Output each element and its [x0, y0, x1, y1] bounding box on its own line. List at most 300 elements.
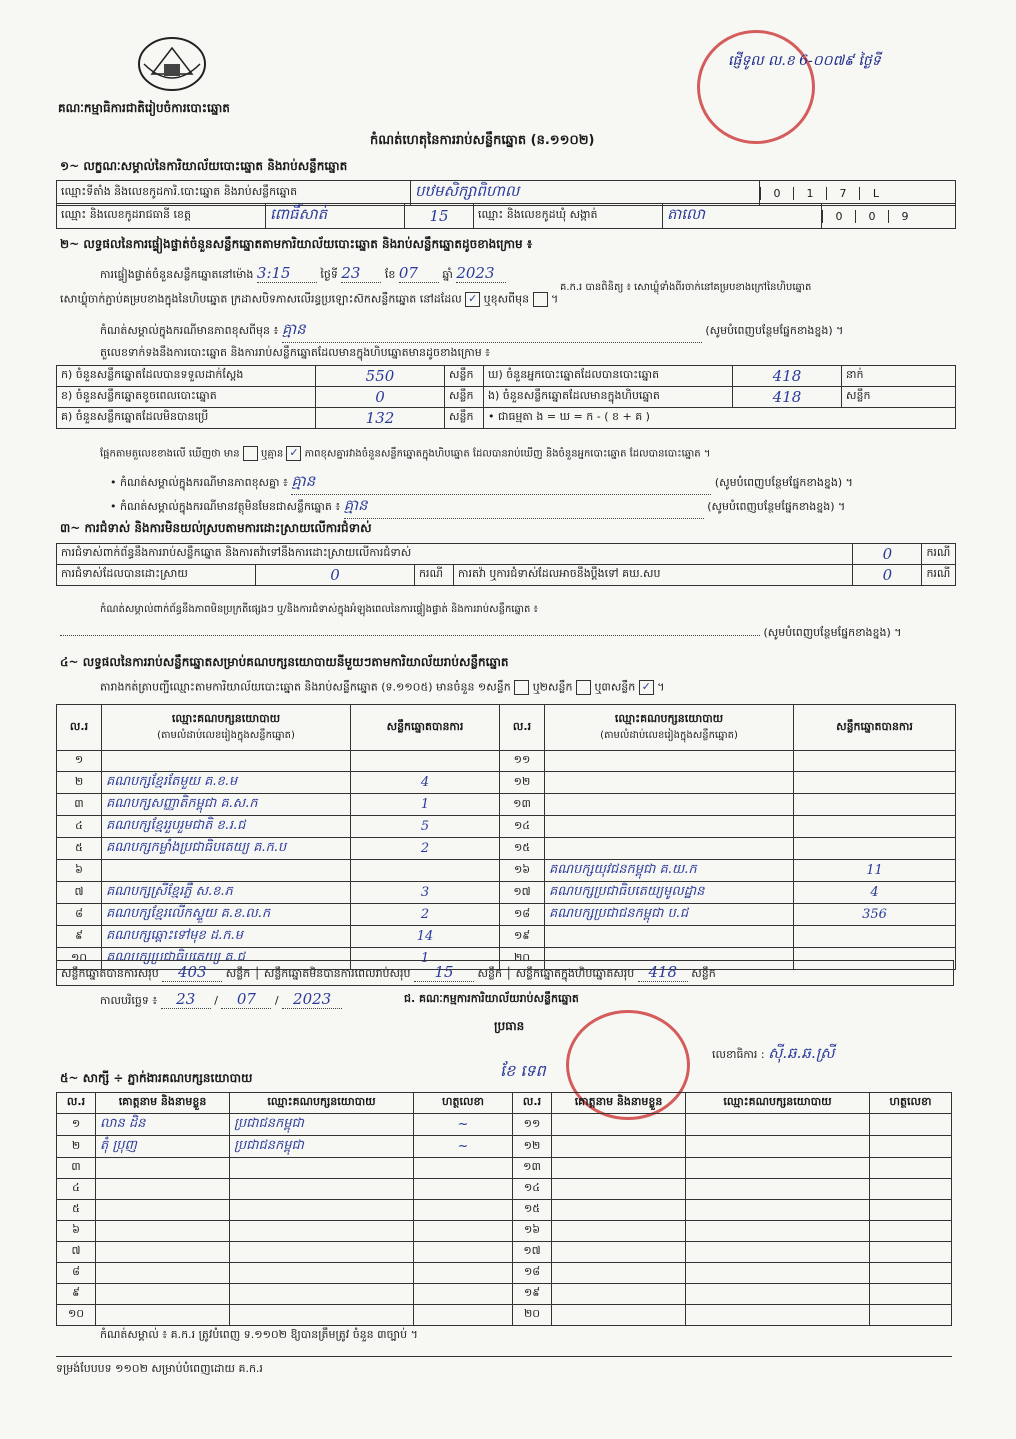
results-table — [56, 365, 956, 429]
verify-year: 2023 — [456, 264, 506, 283]
w-col-name: គោត្តនាម និងនាមខ្លួន — [552, 1093, 686, 1114]
witness-name — [96, 1200, 230, 1221]
row-no: ៤ — [57, 816, 102, 838]
party-name: គណបក្សឆ្ពោះទៅមុខ ដ.ក.ម — [102, 926, 351, 948]
witness-party — [686, 1242, 870, 1263]
witness-signature — [870, 1114, 952, 1136]
witness-name — [552, 1242, 686, 1263]
b-label: ខ) ចំនួនសន្លឹកឆ្នោតខូចពេលបោះឆ្នោត — [57, 387, 316, 408]
w-col-sign: ហត្ថលេខា — [870, 1093, 952, 1114]
seal-changed-label: ឬខុសពីមុន — [483, 292, 530, 306]
witness-party — [230, 1284, 414, 1305]
location-value: បឋមសិក្សាពិហាល — [411, 181, 760, 206]
row-no: ២០ — [513, 1305, 552, 1326]
col-party-sub: (តាមលំដាប់លេខរៀងក្នុងសន្លឹកឆ្នោត) — [157, 730, 295, 741]
chair-signature: ខែ ទេព — [500, 1061, 546, 1080]
secretary-label: លេខាធិការ — [712, 1048, 758, 1061]
party-name: គណបក្សខ្មែរតែមួយ គ.ខ.ម — [102, 772, 351, 794]
date-month: 07 — [221, 990, 271, 1009]
witness-party — [230, 1242, 414, 1263]
row-no: ១៨ — [500, 904, 545, 926]
section3-title: ៣~ ការជំទាស់ និងការមិនយល់ស្របតាមការដោះស្រាយលើការជំទាស់ — [60, 521, 372, 535]
verify-time: 3:15 — [257, 264, 317, 283]
witness-signature — [870, 1242, 952, 1263]
witness-party — [686, 1221, 870, 1242]
diff-note-label: • កំណត់សម្គាល់ក្នុងករណីមានភាពខុសគ្នា ៖ — [110, 476, 288, 489]
row-no: ៦ — [57, 1221, 96, 1242]
witness-signature — [870, 1305, 952, 1326]
appeal-unit: ករណី — [922, 565, 956, 586]
col-no: ល.រ — [500, 705, 545, 751]
witness-party: ប្រជាជនកម្ពុជា — [230, 1114, 414, 1136]
secretary-line: លេខាធិការ : ស៊ី.ឆ.ឆ.ស្រី — [712, 1044, 835, 1062]
row-no: ៨ — [57, 1263, 96, 1284]
row-no: ១៧ — [513, 1242, 552, 1263]
witness-party — [686, 1263, 870, 1284]
secretary-signature: ស៊ី.ឆ.ឆ.ស្រី — [768, 1044, 835, 1062]
witness-signature — [870, 1179, 952, 1200]
section1-title: ១~ លក្ខណៈសម្គាល់នៃការិយាល័យបោះឆ្នោត និងរាប់សន្លឹកឆ្នោត — [60, 159, 348, 173]
party-name: គណបក្សប្រជាជនកម្ពុជា ប.ជ — [545, 904, 794, 926]
section4-title: ៤~ លទ្ធផលនៃការរាប់សន្លឹកឆ្នោតសម្រាប់គណបក្សនយោបាយនីមួយៗតាមការិយាល័យរាប់សន្លឹកឆ្នោត — [60, 655, 509, 669]
month-label: ខែ — [384, 268, 396, 281]
row-no: ១២ — [500, 772, 545, 794]
total-box-unit: សន្លឹក — [691, 967, 716, 980]
witness-name: លាន ដិន — [96, 1114, 230, 1136]
a-value: 550 — [316, 366, 445, 387]
official-stamp — [697, 30, 815, 144]
seal-text: សោឃ្លុំចាក់ភ្ជាប់គម្របខាងក្នុងនៃហិបឆ្នោត ក្រដាសបិទភាសលើរន្ធប្រឡោះស៊កសន្លឹកឆ្នោត នៅដដែល — [60, 292, 462, 306]
date-day: 23 — [161, 990, 211, 1009]
sheets-2-label: ឬ២សន្លឹក — [532, 680, 573, 694]
total-invalid-unit: សន្លឹក — [477, 967, 502, 980]
party-name — [102, 860, 351, 882]
witness-signature — [870, 1136, 952, 1158]
row-no: ១ — [57, 751, 102, 772]
party-name — [545, 838, 794, 860]
note-line — [100, 320, 960, 343]
no-diff-checkbox[interactable]: ✓ — [286, 446, 301, 461]
witness-party — [230, 1200, 414, 1221]
sheets-1-checkbox[interactable] — [514, 680, 529, 695]
row-no: ១២ — [513, 1136, 552, 1158]
resolved-unit: ករណី — [415, 565, 454, 586]
fill-hint: (សូមបំពេញបន្ថែមផ្នែកខាងខ្នង) ។ — [763, 626, 902, 639]
date-line: កាលបរិច្ឆេទ ៖ 23 / 07 / 2023 — [100, 990, 342, 1010]
witness-party — [686, 1158, 870, 1179]
witness-signature — [414, 1179, 513, 1200]
formula: • ជាធម្មតា ង = ឃ = ក - ( ខ + គ ) — [484, 408, 956, 429]
witness-party — [230, 1263, 414, 1284]
stamp-handwriting: ផ្ញើទូល ល.ខ 6-០០៧៩ ថ្ងៃទី — [728, 53, 881, 69]
committee-name: គណៈកម្មាធិការជាតិរៀបចំការបោះឆ្នោត — [58, 101, 230, 115]
total-valid-unit: សន្លឹក — [225, 967, 251, 980]
w-col-party: ឈ្មោះគណបក្សនយោបាយ — [686, 1093, 870, 1114]
compare-text3: ភាពខុសគ្នារវាងចំនួនសន្លឹកឆ្នោតក្នុងហិបឆ្នោត ដែលបានរាប់ឃើញ និងចំនួនអ្នកបោះឆ្នោត ដែលបានបោះឆ្នោត ។ — [304, 448, 711, 460]
form-title: កំណត់ហេតុនៃការរាប់សន្លឹកឆ្នោត (ន.១១០២) — [370, 133, 595, 148]
diff-note-value: គ្មាន — [291, 472, 711, 495]
row-no: ៥ — [57, 1200, 96, 1221]
appeal-label: ការតវ៉ា ឬការជំទាស់ដែលអាចនឹងប្ដឹងទៅ គឃ.សប — [454, 565, 853, 586]
sheets-3-label: ឬ៣សន្លឹក — [594, 680, 636, 694]
party-row — [57, 838, 956, 860]
party-row — [57, 794, 956, 816]
resolved-value: 0 — [256, 565, 415, 586]
invalid-note-line — [110, 496, 960, 519]
witness-signature: ~ — [414, 1114, 513, 1136]
witness-row — [57, 1221, 952, 1242]
e-label: ង) ចំនួនសន្លឹកឆ្នោតដែលមានក្នុងហិបឆ្នោត — [484, 387, 733, 408]
footer-text: ទម្រង់បែបបទ ១១០២ សម្រាប់បំពេញដោយ គ.ក.រ — [56, 1362, 263, 1375]
party-name — [545, 926, 794, 948]
row-no: ១០ — [57, 948, 102, 970]
witness-name — [552, 1305, 686, 1326]
location-code — [760, 181, 956, 206]
witness-name — [96, 1221, 230, 1242]
witness-name — [552, 1263, 686, 1284]
party-row — [57, 882, 956, 904]
party-votes: 4 — [794, 882, 956, 904]
has-diff-checkbox[interactable] — [243, 446, 258, 461]
witness-party — [230, 1179, 414, 1200]
party-votes — [794, 926, 956, 948]
party-name: គណបក្សស្រីខ្មែរភ្លឺ ស.ខ.ភ — [102, 882, 351, 904]
witness-party — [686, 1114, 870, 1136]
party-row — [57, 772, 956, 794]
witness-signature: ~ — [414, 1136, 513, 1158]
e-value: 418 — [733, 387, 842, 408]
fill-hint: (សូមបំពេញបន្ថែមផ្នែកខាងខ្នង) ។ — [707, 500, 846, 513]
province-code: 15 — [405, 204, 474, 229]
section2-title: ២~ លទ្ធផលនៃការផ្ទៀងផ្ទាត់ចំនួនសន្លឹកឆ្នោតតាមការិយាល័យបោះឆ្នោត និងរាប់សន្លឹកឆ្នោតដូចខាងក្រោម ៖ — [60, 237, 533, 251]
year-label: ឆ្នាំ — [442, 268, 453, 281]
location-label: ឈ្មោះទីតាំង និងលេខកូដការិ.បោះឆ្នោត និងរាប់សន្លឹកឆ្នោត — [57, 181, 411, 206]
witness-signature — [870, 1263, 952, 1284]
witness-signature — [414, 1242, 513, 1263]
party-votes: 356 — [794, 904, 956, 926]
diff-note-line — [110, 472, 960, 495]
invalid-note-value: គ្មាន — [344, 496, 704, 519]
verify-line — [100, 264, 960, 284]
witness-row — [57, 1284, 952, 1305]
party-votes — [351, 860, 500, 882]
party-name: គណបក្សប្រជាធិបតេយ្យ គ.ជ — [102, 948, 351, 970]
witness-signature — [414, 1263, 513, 1284]
row-no: ៥ — [57, 838, 102, 860]
code-digit: 0 — [855, 210, 888, 223]
witness-name — [552, 1284, 686, 1305]
section3-note-dots — [60, 635, 760, 636]
sheets-3-checkbox[interactable]: ✓ — [639, 680, 654, 695]
row-no: ៩ — [57, 1284, 96, 1305]
note-value: គ្មាន — [282, 320, 702, 343]
witness-party — [686, 1200, 870, 1221]
appeal-value: 0 — [853, 565, 922, 586]
party-row — [57, 860, 956, 882]
witness-party — [686, 1284, 870, 1305]
witness-row — [57, 1114, 952, 1136]
total-valid: 403 — [162, 963, 222, 982]
a-label: ក) ចំនួនសន្លឹកឆ្នោតដែលបានទទួលដាក់ស្ដែង — [57, 366, 316, 387]
b-unit: សន្លឹក — [445, 387, 484, 408]
w-col-party: ឈ្មោះគណបក្សនយោបាយ — [230, 1093, 414, 1114]
witness-row — [57, 1179, 952, 1200]
row-no: ១៩ — [500, 926, 545, 948]
b-value: 0 — [316, 387, 445, 408]
row-no: ១៧ — [500, 882, 545, 904]
chair-label: ប្រធាន — [494, 1019, 525, 1033]
row-no: ៧ — [57, 1242, 96, 1263]
invalid-note-label: • កំណត់សម្គាល់ក្នុងករណីមានវត្ថុមិនមែនជាសន្លឹកឆ្នោត ៖ — [110, 500, 341, 513]
witness-party — [230, 1158, 414, 1179]
code-digit: 1 — [793, 187, 826, 200]
total-box: 418 — [638, 963, 688, 982]
party-name: គណបក្សប្រជាធិបតេយ្យមូលដ្ឋាន — [545, 882, 794, 904]
row-no: ៣ — [57, 1158, 96, 1179]
party-name — [545, 751, 794, 772]
col-party-title: ឈ្មោះគណបក្សនយោបាយ — [171, 712, 281, 725]
row-no: ១៦ — [500, 860, 545, 882]
sheets-text: តារាងកត់ត្រាបញ្ជីឈ្មោះតាមការិយាល័យបោះឆ្នោត និងរាប់សន្លឹកឆ្នោត (ទ.១១០៥) មានចំនួន ១សន្លឹក — [100, 680, 511, 694]
row-no: ១០ — [57, 1305, 96, 1326]
witness-name: តុំ ប្រុញ — [96, 1136, 230, 1158]
witness-party: ប្រជាជនកម្ពុជា — [230, 1136, 414, 1158]
compare-text: ផ្អែកតាមតួលេខខាងលើ ឃើញថា មាន — [100, 448, 240, 460]
sheets-line: តារាងកត់ត្រាបញ្ជីឈ្មោះតាមការិយាល័យបោះឆ្នោត និងរាប់សន្លឹកឆ្នោត (ទ.១១០៥) មានចំនួន ១សន្លឹក ឬ២សន្លឹក ឬ៣សន្លឹក ✓ ។ — [100, 680, 665, 694]
compare-line — [100, 446, 960, 462]
w-col-no: ល.រ — [513, 1093, 552, 1114]
commune-value: តាលោ — [663, 204, 822, 229]
witness-row — [57, 1263, 952, 1284]
witness-party — [686, 1179, 870, 1200]
code-digit: L — [859, 187, 892, 200]
party-name: គណបក្សខ្មែរលើកស្ទួយ គ.ខ.ល.ក — [102, 904, 351, 926]
witness-table — [56, 1092, 952, 1326]
totals-line: សន្លឹកឆ្នោតបានការសរុប 403 សន្លឹក │ សន្លឹកឆ្នោតមិនបានការពេលរាប់សរុប 15 សន្លឹក │ សន្លឹកឆ្នោតក្នុងហិបឆ្នោតសរុប 418 សន្លឹក — [56, 960, 954, 986]
date-year: 2023 — [282, 990, 342, 1009]
row-no: ៧ — [57, 882, 102, 904]
row-no: ១៦ — [513, 1221, 552, 1242]
row-no: ១១ — [513, 1114, 552, 1136]
d-label: ឃ) ចំនួនអ្នកបោះឆ្នោតដែលបានបោះឆ្នោត — [484, 366, 733, 387]
objection-value: 0 — [853, 544, 922, 565]
code-digit: 0 — [760, 187, 793, 200]
row-no: ១៤ — [513, 1179, 552, 1200]
row-no: ១៨ — [513, 1263, 552, 1284]
section3-note-line — [60, 626, 960, 642]
section3-note: កំណត់សម្គាល់ពាក់ព័ន្ធនឹងភាពមិនប្រក្រតីផ្សេងៗ ឬ/និងការជំទាស់ក្នុងអំឡុងពេលនៃការផ្ទៀងផ្ទាត់ និងការរាប់សន្លឹកឆ្នោត ៖ — [100, 604, 538, 615]
total-valid-label: សន្លឹកឆ្នោតបានការសរុប — [61, 967, 159, 980]
party-name — [545, 816, 794, 838]
commune-label: ឈ្មោះ និងលេខកូដឃុំ សង្កាត់ — [474, 204, 663, 229]
total-invalid: 15 — [414, 963, 474, 982]
party-row — [57, 926, 956, 948]
party-votes — [794, 816, 956, 838]
witness-row — [57, 1136, 952, 1158]
row-no: ១៩ — [513, 1284, 552, 1305]
seal-changed-checkbox[interactable] — [533, 292, 548, 307]
nec-logo — [136, 34, 208, 94]
witness-name — [96, 1158, 230, 1179]
party-name: គណបក្សយុវជនកម្ពុជា គ.យ.ក — [545, 860, 794, 882]
c-value: 132 — [316, 408, 445, 429]
d-unit: នាក់ — [842, 366, 956, 387]
c-label: គ) ចំនួនសន្លឹកឆ្នោតដែលមិនបានប្រើ — [57, 408, 316, 429]
row-no: ១ — [57, 1114, 96, 1136]
row-no: ៤ — [57, 1179, 96, 1200]
party-votes: 2 — [351, 904, 500, 926]
row-no: ១៥ — [513, 1200, 552, 1221]
row-no: ៣ — [57, 794, 102, 816]
section5-title: ៥~ សាក្សី ÷ ភ្នាក់ងារគណបក្សនយោបាយ — [60, 1071, 253, 1085]
witness-name — [552, 1200, 686, 1221]
province-label: ឈ្មោះ និងលេខកូដរាជធានី ខេត្ត — [57, 204, 266, 229]
party-votes — [794, 838, 956, 860]
witness-signature — [870, 1200, 952, 1221]
party-name — [545, 794, 794, 816]
col-no: ល.រ — [57, 705, 102, 751]
footer-divider — [56, 1356, 952, 1357]
party-row — [57, 751, 956, 772]
row-no: ៦ — [57, 860, 102, 882]
verify-text: ការផ្ទៀងផ្ទាត់ចំនួនសន្លឹកឆ្នោតនៅម៉ោង — [100, 268, 254, 281]
row-no: ១៥ — [500, 838, 545, 860]
verify-line-2: គ.ក.រ បានពិនិត្យ ៖ សោឃ្លុំទាំងពីរចាក់នៅគម្របខាងក្រៅនៃហិបឆ្នោត — [560, 282, 812, 293]
party-votes: 2 — [351, 838, 500, 860]
code-digit: 9 — [888, 210, 921, 223]
witness-name — [96, 1179, 230, 1200]
sheets-2-checkbox[interactable] — [576, 680, 591, 695]
resolved-label: ការជំទាស់ដែលបានដោះស្រាយ — [57, 565, 256, 586]
party-name: គណបក្សខ្មែររួបរួមជាតិ ខ.រ.ជ — [102, 816, 351, 838]
verify-month: 07 — [399, 264, 439, 283]
c-unit: សន្លឹក — [445, 408, 484, 429]
verify-day: 23 — [341, 264, 381, 283]
col-party — [102, 705, 351, 751]
day-label: ថ្ងៃទី — [320, 268, 338, 281]
witness-name — [96, 1305, 230, 1326]
d-value: 418 — [733, 366, 842, 387]
party-votes: 1 — [351, 794, 500, 816]
witness-name — [96, 1263, 230, 1284]
party-votes — [794, 794, 956, 816]
witness-name — [96, 1284, 230, 1305]
e-unit: សន្លឹក — [842, 387, 956, 408]
code-digit: 7 — [826, 187, 859, 200]
objection-label: ការជំទាស់ពាក់ព័ន្ធនឹងការរាប់សន្លឹកឆ្នោត និងការតវ៉ាទៅនឹងការដោះស្រាយលើការជំទាស់ — [57, 544, 853, 565]
party-votes: 4 — [351, 772, 500, 794]
witness-signature — [414, 1305, 513, 1326]
witness-signature — [414, 1158, 513, 1179]
row-no: ២ — [57, 1136, 96, 1158]
col-votes: សន្លឹកឆ្នោតបានការ — [351, 705, 500, 751]
total-invalid-label: សន្លឹកឆ្នោតមិនបានការពេលរាប់សរុប — [263, 967, 411, 980]
col-party — [545, 705, 794, 751]
witness-name — [552, 1114, 686, 1136]
witness-signature — [870, 1284, 952, 1305]
witness-signature — [414, 1284, 513, 1305]
witness-party — [230, 1221, 414, 1242]
party-votes — [794, 751, 956, 772]
a-unit: សន្លឹក — [445, 366, 484, 387]
party-votes: 3 — [351, 882, 500, 904]
party-row — [57, 904, 956, 926]
col-party-sub: (តាមលំដាប់លេខរៀងក្នុងសន្លឹកឆ្នោត) — [600, 730, 738, 741]
witness-signature — [414, 1221, 513, 1242]
committee-sign-title: ជ. គណៈកម្មការការិយាល័យរាប់សន្លឹកឆ្នោត — [404, 992, 579, 1005]
witness-name — [552, 1158, 686, 1179]
witness-name — [96, 1242, 230, 1263]
fill-hint: (សូមបំពេញបន្ថែមផ្នែកខាងខ្នង) ។ — [705, 324, 844, 337]
party-votes — [794, 772, 956, 794]
results-intro: តួលេខទាក់ទងនឹងការបោះឆ្នោត និងការរាប់សន្លឹកឆ្នោតដែលមានក្នុងហិបឆ្នោតមានដូចខាងក្រោម ៖ — [100, 346, 491, 359]
party-votes: 1 — [351, 948, 500, 970]
party-name: គណបក្សសញ្ញាតិកម្ពុជា គ.ស.ក — [102, 794, 351, 816]
note-label: កំណត់សម្គាល់ក្នុងករណីមានភាពខុសពីមុន ៖ — [100, 324, 279, 337]
witness-signature — [870, 1221, 952, 1242]
row-no: ២០ — [500, 948, 545, 970]
witness-party — [686, 1305, 870, 1326]
total-box-label: សន្លឹកឆ្នោតក្នុងហិបឆ្នោតសរុប — [515, 967, 635, 980]
seal-line: សោឃ្លុំចាក់ភ្ជាប់គម្របខាងក្នុងនៃហិបឆ្នោត ក្រដាសបិទភាសលើរន្ធប្រឡោះស៊កសន្លឹកឆ្នោត នៅដដែល ✓ ឬខុសពីមុន ។ — [60, 292, 559, 306]
party-results-table — [56, 704, 956, 970]
row-no: ១១ — [500, 751, 545, 772]
party-votes: 14 — [351, 926, 500, 948]
party-votes: 5 — [351, 816, 500, 838]
row-no: ១៣ — [500, 794, 545, 816]
footnote: កំណត់សម្គាល់ ៖ គ.ក.រ ត្រូវបំពេញ ទ.១១០២ ឱ្យបានត្រឹមត្រូវ ចំនួន ៣ច្បាប់ ។ — [100, 1328, 418, 1341]
witness-row — [57, 1200, 952, 1221]
code-digit: 0 — [822, 210, 855, 223]
witness-party — [686, 1136, 870, 1158]
witness-name — [552, 1136, 686, 1158]
witness-party — [230, 1305, 414, 1326]
witness-row — [57, 1305, 952, 1326]
witness-signature — [414, 1200, 513, 1221]
witness-row — [57, 1242, 952, 1263]
col-party-title: ឈ្មោះគណបក្សនយោបាយ — [614, 712, 724, 725]
w-col-no: ល.រ — [57, 1093, 96, 1114]
section3-table — [56, 543, 956, 586]
party-name: គណបក្សកម្លាំងប្រជាធិបតេយ្យ គ.ក.ប — [102, 838, 351, 860]
section1-table-row2 — [56, 203, 956, 229]
party-votes: 11 — [794, 860, 956, 882]
date-label: កាលបរិច្ឆេទ ៖ — [100, 994, 158, 1007]
row-no: ៨ — [57, 904, 102, 926]
witness-name — [552, 1179, 686, 1200]
seal-same-checkbox[interactable]: ✓ — [465, 292, 480, 307]
objection-unit: ករណី — [922, 544, 956, 565]
compare-text2: ឬគ្មាន — [261, 448, 284, 460]
col-votes: សន្លឹកឆ្នោតបានការ — [794, 705, 956, 751]
party-row — [57, 816, 956, 838]
party-name — [545, 772, 794, 794]
row-no: ១៤ — [500, 816, 545, 838]
province-value: ពោធិ៍សាត់ — [266, 204, 405, 229]
row-no: ១៣ — [513, 1158, 552, 1179]
party-name — [102, 751, 351, 772]
row-no: ២ — [57, 772, 102, 794]
row-no: ៩ — [57, 926, 102, 948]
commune-code — [822, 204, 956, 229]
fill-hint: (សូមបំពេញបន្ថែមផ្នែកខាងខ្នង) ។ — [714, 476, 853, 489]
party-votes — [351, 751, 500, 772]
witness-row — [57, 1158, 952, 1179]
witness-signature — [870, 1158, 952, 1179]
w-col-sign: ហត្ថលេខា — [414, 1093, 513, 1114]
w-col-name: គោត្តនាម និងនាមខ្លួន — [96, 1093, 230, 1114]
witness-name — [552, 1221, 686, 1242]
